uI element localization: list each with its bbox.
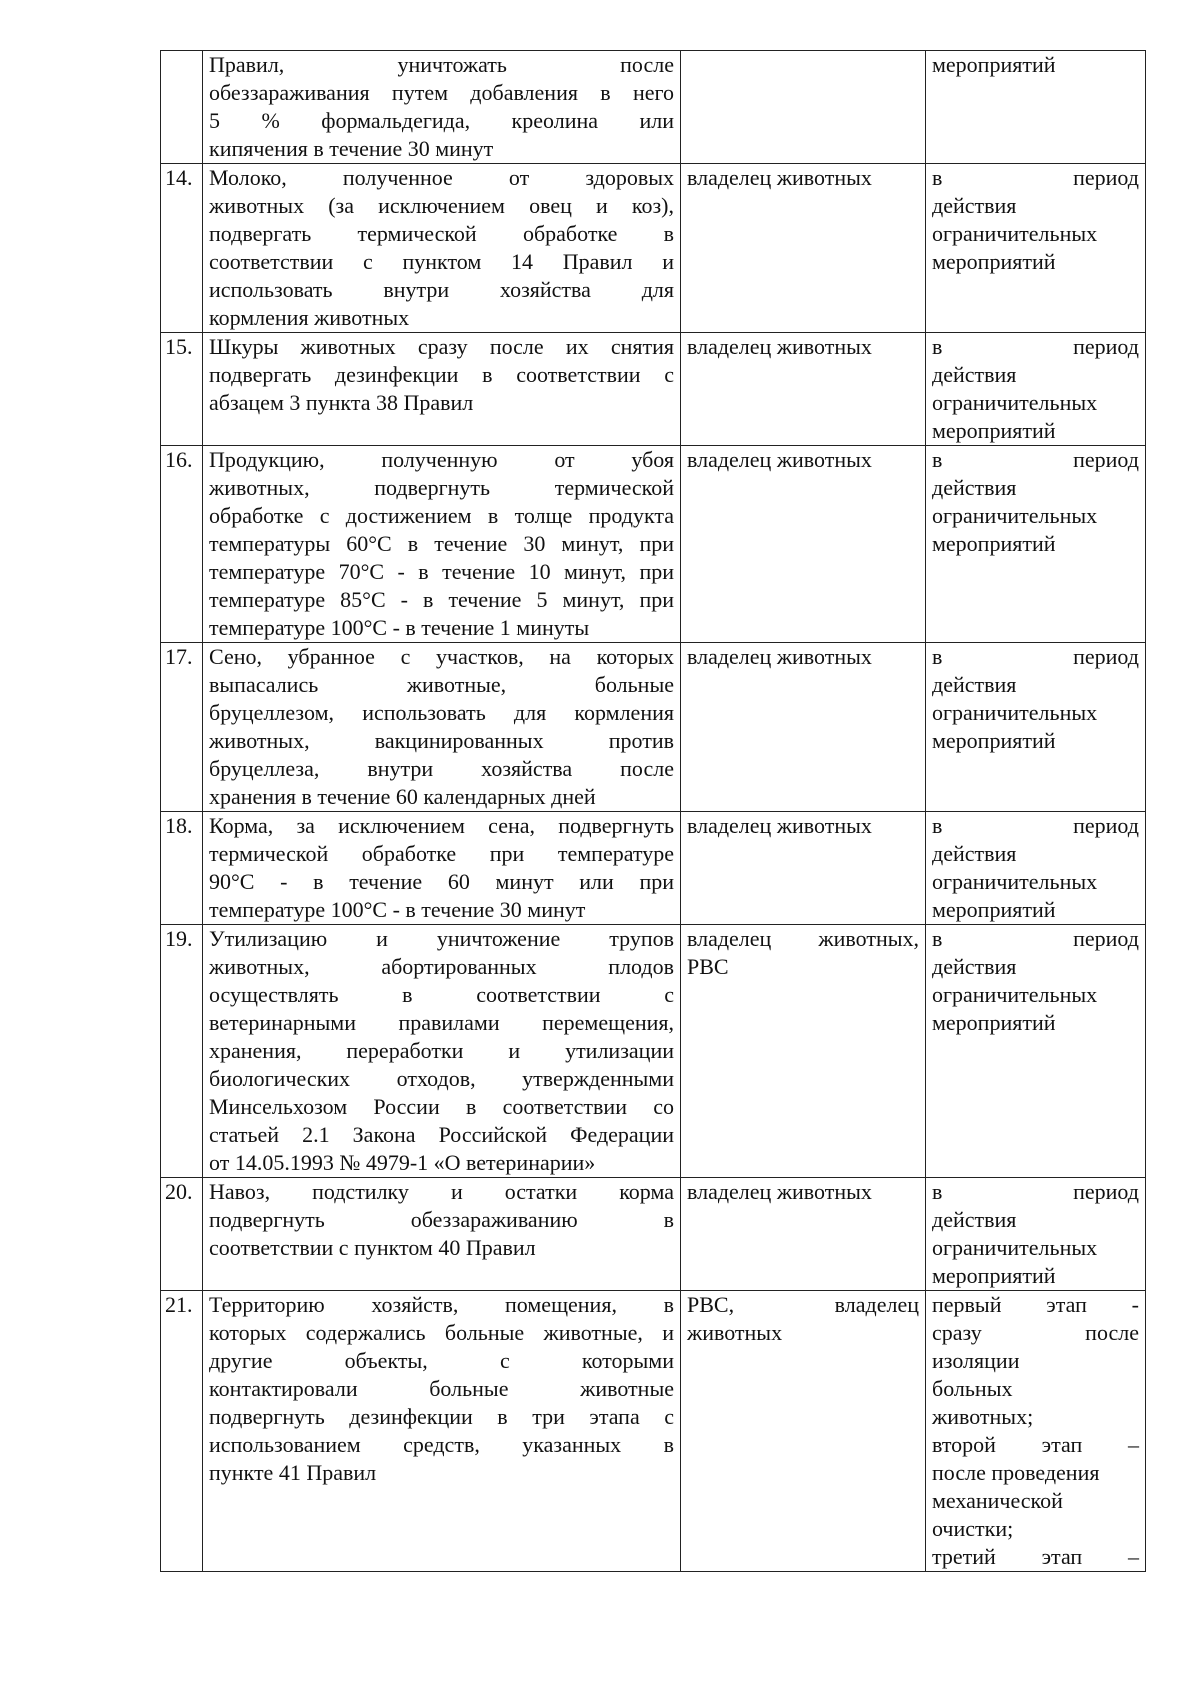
term-text-line: механической (932, 1488, 1063, 1513)
term-text-line: ограничительных (932, 869, 1098, 894)
term-text-line: первый этап - (932, 1292, 1139, 1317)
term-text-line: ограничительных (932, 1235, 1098, 1260)
measure-text-line: подвергать термической обработке в (209, 221, 674, 246)
measure-text-line: животных (за исключением овец и коз), (209, 193, 674, 218)
row-number: 20. (161, 1178, 203, 1291)
responsible-text-line: владелец животных (687, 1179, 872, 1204)
responsible-text-line: РВС (687, 954, 729, 979)
table-row (161, 164, 1146, 333)
term-text-line: действия (932, 672, 1017, 697)
responsible-text-line: владелец животных (687, 165, 872, 190)
measure-text (203, 1178, 681, 1291)
measure-text-line: Правил, уничтожать после (209, 52, 674, 77)
term-text (926, 333, 1146, 446)
responsible-text-line: РВС, владелец (687, 1292, 919, 1317)
measure-text (203, 333, 681, 446)
measure-text-line: бруцеллеза, внутри хозяйства после (209, 756, 674, 781)
term-text-line: в период (932, 813, 1139, 838)
table-row (161, 51, 1146, 164)
measure-text-line: абзацем 3 пункта 38 Правил (209, 390, 474, 415)
term-text-line: сразу после (932, 1320, 1139, 1345)
responsible-text-line: владелец животных, (687, 926, 919, 951)
term-text-line: мероприятий (932, 418, 1056, 443)
measure-text-line: кипячения в течение 30 минут (209, 136, 494, 161)
term-text-line: в период (932, 334, 1139, 359)
term-text (926, 925, 1146, 1178)
responsible-text-line: владелец животных (687, 644, 872, 669)
responsible-text (681, 333, 926, 446)
measure-text-line: от 14.05.1993 № 4979-1 «О ветеринарии» (209, 1150, 596, 1175)
row-number (161, 51, 203, 164)
responsible-text (681, 925, 926, 1178)
measure-text-line: 5 % формальдегида, креолина или (209, 108, 674, 133)
measure-text-line: ветеринарными правилами перемещения, (209, 1010, 674, 1035)
measure-text-line: кормления животных (209, 305, 410, 330)
responsible-text-line: владелец животных (687, 447, 872, 472)
row-number: 18. (161, 812, 203, 925)
measure-text-line: температуре 100°C - в течение 30 минут (209, 897, 586, 922)
measure-text-line: соответствии с пунктом 14 Правил и (209, 249, 674, 274)
row-number: 16. (161, 446, 203, 643)
measure-text (203, 925, 681, 1178)
responsible-text (681, 812, 926, 925)
measure-text-line: статьей 2.1 Закона Российской Федерации (209, 1122, 674, 1147)
measure-text-line: Сено, убранное с участков, на которых (209, 644, 674, 669)
term-text-line: очистки; (932, 1516, 1014, 1541)
term-text-line: ограничительных (932, 700, 1098, 725)
term-text-line: действия (932, 1207, 1017, 1232)
term-text-line: в период (932, 1179, 1139, 1204)
measure-text-line: использованием средств, указанных в (209, 1432, 674, 1457)
term-text-line: действия (932, 954, 1017, 979)
measure-text-line: подвергнуть обеззараживанию в (209, 1207, 674, 1232)
measure-text-line: температуре 100°C - в течение 1 минуты (209, 615, 590, 640)
term-text-line: ограничительных (932, 503, 1098, 528)
term-text (926, 51, 1146, 164)
measure-text-line: животных, вакцинированных против (209, 728, 674, 753)
row-number: 17. (161, 643, 203, 812)
term-text-line: в период (932, 644, 1139, 669)
measure-text-line: хранения, переработки и утилизации (209, 1038, 674, 1063)
term-text (926, 643, 1146, 812)
measure-text-line: выпасались животные, больные (209, 672, 674, 697)
term-text-line: мероприятий (932, 1263, 1056, 1288)
responsible-text-line: владелец животных (687, 334, 872, 359)
measure-text-line: Навоз, подстилку и остатки корма (209, 1179, 674, 1204)
term-text-line: второй этап – (932, 1432, 1139, 1457)
measure-text-line: Территорию хозяйств, помещения, в (209, 1292, 674, 1317)
measure-text-line: биологических отходов, утвержденными (209, 1066, 674, 1091)
term-text-line: мероприятий (932, 897, 1056, 922)
measure-text (203, 643, 681, 812)
term-text (926, 1291, 1146, 1572)
measure-text-line: хранения в течение 60 календарных дней (209, 784, 596, 809)
term-text-line: больных (932, 1376, 1013, 1401)
table-row (161, 812, 1146, 925)
term-text-line: мероприятий (932, 1010, 1056, 1035)
term-text (926, 1178, 1146, 1291)
responsible-text (681, 164, 926, 333)
responsible-text (681, 643, 926, 812)
responsible-text-line: животных (687, 1320, 783, 1345)
row-number: 14. (161, 164, 203, 333)
term-text-line: действия (932, 841, 1017, 866)
measure-text (203, 812, 681, 925)
measure-text-line: пункте 41 Правил (209, 1460, 377, 1485)
measures-table (160, 50, 1146, 1572)
measure-text-line: 90°C - в течение 60 минут или при (209, 869, 674, 894)
measure-text-line: температуре 70°C - в течение 10 минут, при (209, 559, 674, 584)
responsible-text (681, 446, 926, 643)
measure-text-line: животных, абортированных плодов (209, 954, 674, 979)
table-row (161, 333, 1146, 446)
term-text (926, 446, 1146, 643)
measure-text-line: Утилизацию и уничтожение трупов (209, 926, 674, 951)
responsible-text (681, 1178, 926, 1291)
measure-text-line: которых содержались больные животные, и (209, 1320, 674, 1345)
measure-text-line: соответствии с пунктом 40 Правил (209, 1235, 536, 1260)
term-text-line: ограничительных (932, 221, 1098, 246)
table-row (161, 643, 1146, 812)
term-text-line: после проведения (932, 1460, 1100, 1485)
term-text-line: третий этап – (932, 1544, 1139, 1569)
term-text-line: в период (932, 165, 1139, 190)
term-text-line: в период (932, 447, 1139, 472)
row-number: 15. (161, 333, 203, 446)
table-row (161, 1178, 1146, 1291)
measure-text (203, 446, 681, 643)
term-text-line: мероприятий (932, 249, 1056, 274)
term-text-line: мероприятий (932, 728, 1056, 753)
term-text-line: ограничительных (932, 390, 1098, 415)
responsible-text (681, 51, 926, 164)
measure-text (203, 51, 681, 164)
measure-text-line: Шкуры животных сразу после их снятия (209, 334, 674, 359)
responsible-text (681, 1291, 926, 1572)
measure-text-line: Продукцию, полученную от убоя (209, 447, 674, 472)
measure-text-line: термической обработке при температуре (209, 841, 674, 866)
measure-text-line: осуществлять в соответствии с (209, 982, 674, 1007)
measure-text-line: использовать внутри хозяйства для (209, 277, 674, 302)
table-row (161, 925, 1146, 1178)
term-text-line: действия (932, 362, 1017, 387)
term-text (926, 164, 1146, 333)
measure-text-line: другие объекты, с которыми (209, 1348, 674, 1373)
term-text-line: действия (932, 193, 1017, 218)
term-text-line: ограничительных (932, 982, 1098, 1007)
measure-text-line: подвергать дезинфекции в соответствии с (209, 362, 674, 387)
measure-text-line: обработке с достижением в толще продукта (209, 503, 674, 528)
measure-text-line: контактировали больные животные (209, 1376, 674, 1401)
term-text (926, 812, 1146, 925)
measures-table-body (161, 51, 1146, 1572)
row-number: 21. (161, 1291, 203, 1572)
term-text-line: изоляции (932, 1348, 1020, 1373)
measure-text (203, 164, 681, 333)
measure-text-line: животных, подвергнуть термической (209, 475, 674, 500)
term-text-line: животных; (932, 1404, 1034, 1429)
term-text-line: действия (932, 475, 1017, 500)
measure-text-line: обеззараживания путем добавления в него (209, 80, 674, 105)
responsible-text-line: владелец животных (687, 813, 872, 838)
measure-text-line: Минсельхозом России в соответствии со (209, 1094, 674, 1119)
measure-text-line: подвергнуть дезинфекции в три этапа с (209, 1404, 674, 1429)
measure-text (203, 1291, 681, 1572)
term-text-line: в период (932, 926, 1139, 951)
measure-text-line: температуры 60°C в течение 30 минут, при (209, 531, 674, 556)
table-row (161, 1291, 1146, 1572)
measure-text-line: Молоко, полученное от здоровых (209, 165, 674, 190)
term-text-line: мероприятий (932, 52, 1056, 77)
table-row (161, 446, 1146, 643)
measure-text-line: температуре 85°C - в течение 5 минут, при (209, 587, 674, 612)
measure-text-line: бруцеллезом, использовать для кормления (209, 700, 674, 725)
measure-text-line: Корма, за исключением сена, подвергнуть (209, 813, 674, 838)
row-number: 19. (161, 925, 203, 1178)
term-text-line: мероприятий (932, 531, 1056, 556)
